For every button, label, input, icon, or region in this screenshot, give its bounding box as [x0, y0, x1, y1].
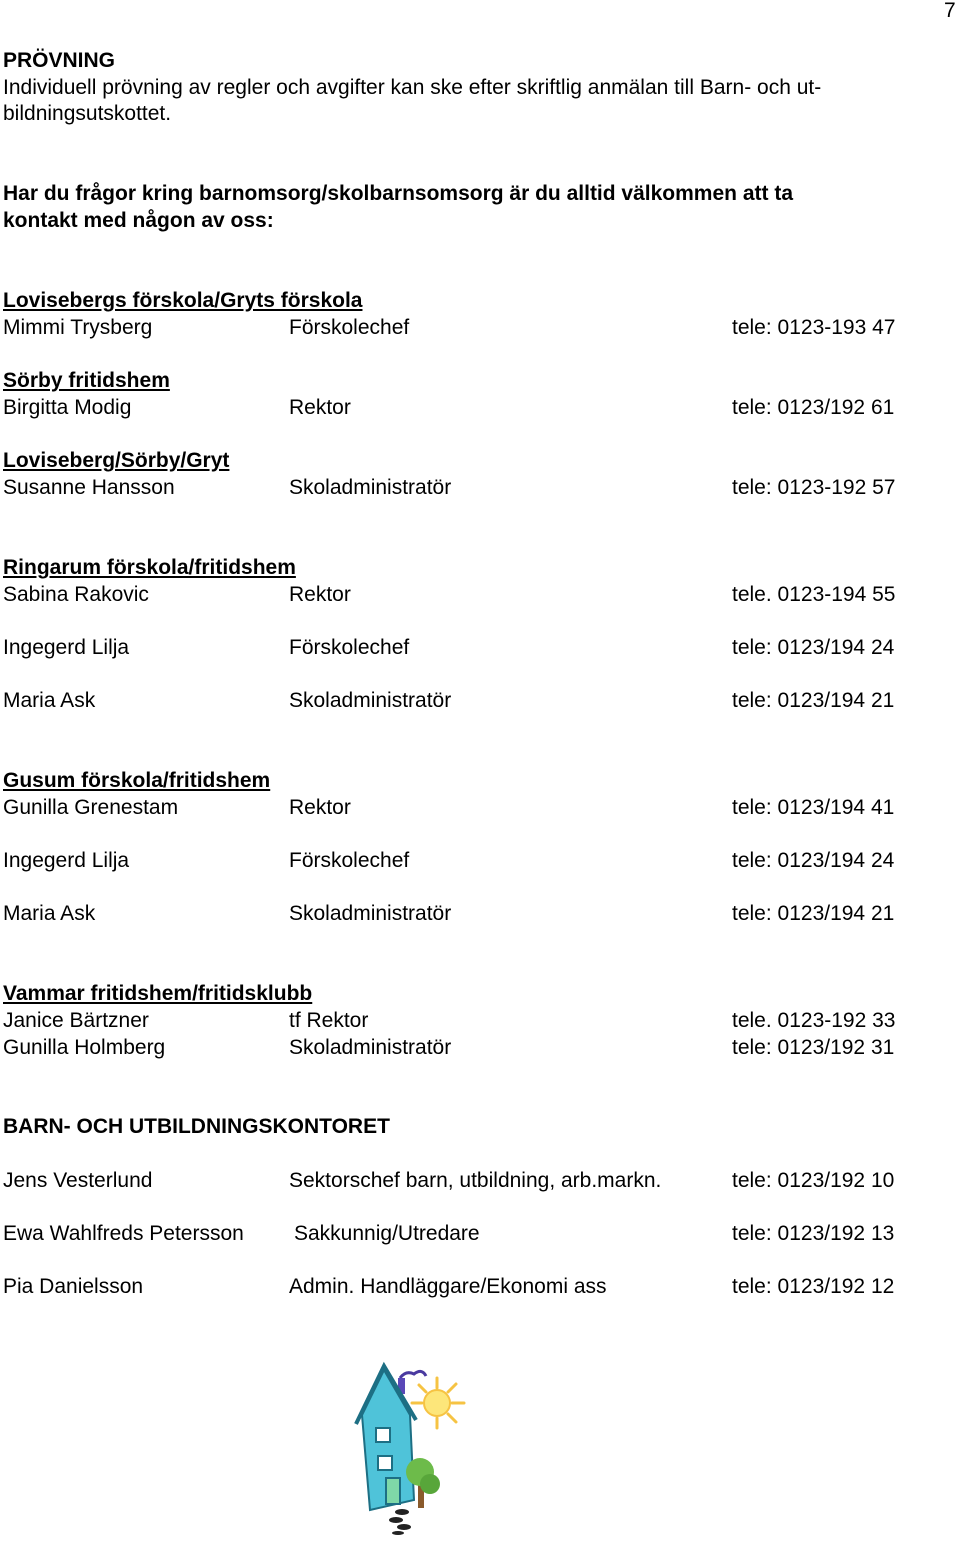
contact-name: Gunilla Holmberg [3, 1036, 166, 1059]
contact-name: Mimmi Trysberg [3, 316, 153, 339]
contact-name: Ewa Wahlfreds Petersson [3, 1222, 244, 1245]
contact-role: Sakkunnig/Utredare [294, 1222, 480, 1245]
provning-text-line-2: bildningsutskottet. [3, 102, 172, 125]
contact-role: Sektorschef barn, utbildning, arb.markn. [289, 1169, 662, 1192]
contact-phone: tele: 0123/194 21 [732, 902, 895, 925]
contact-name: Pia Danielsson [3, 1275, 144, 1298]
contact-role: Förskolechef [289, 849, 410, 872]
contact-phone: tele: 0123/194 24 [732, 636, 895, 659]
contact-name: Gunilla Grenestam [3, 796, 179, 819]
contact-role: Admin. Handläggare/Ekonomi ass [289, 1275, 607, 1298]
intro-line-1: Har du frågor kring barnomsorg/skolbarnsomsorg är du alltid välkommen att ta [3, 182, 793, 205]
contact-role: Rektor [289, 396, 351, 419]
office-title: BARN- OCH UTBILDNINGSKONTORET [3, 1115, 390, 1138]
contact-name: Janice Bärtzner [3, 1009, 149, 1032]
provning-heading: PRÖVNING [3, 49, 116, 72]
contact-phone: tele: 0123/192 10 [732, 1169, 895, 1192]
section-title: Sörby fritidshem [3, 369, 170, 392]
contact-name: Maria Ask [3, 902, 96, 925]
contact-phone: tele: 0123-192 57 [732, 476, 896, 499]
contact-phone: tele: 0123/192 13 [732, 1222, 895, 1245]
contact-phone: tele. 0123-192 33 [732, 1009, 896, 1032]
section-title: Ringarum förskola/fritidshem [3, 556, 296, 579]
contact-role: Skoladministratör [289, 902, 452, 925]
contact-phone: tele: 0123/194 41 [732, 796, 895, 819]
section-title: Gusum förskola/fritidshem [3, 769, 271, 792]
contact-phone: tele: 0123/192 61 [732, 396, 895, 419]
contact-phone: tele: 0123-193 47 [732, 316, 896, 339]
contact-name: Maria Ask [3, 689, 96, 712]
contact-phone: tele: 0123/192 31 [732, 1036, 895, 1059]
contact-role: Förskolechef [289, 316, 410, 339]
contact-role: Skoladministratör [289, 689, 452, 712]
section-title: Vammar fritidshem/fritidsklubb [3, 982, 313, 1005]
contact-phone: tele: 0123/194 24 [732, 849, 895, 872]
section-title: Loviseberg/Sörby/Gryt [3, 449, 230, 472]
contact-phone: tele: 0123/192 12 [732, 1275, 895, 1298]
page-number: 7 [944, 0, 956, 22]
intro-line-2: kontakt med någon av oss: [3, 209, 274, 232]
section-title: Lovisebergs förskola/Gryts förskola [3, 289, 363, 312]
contact-role: Rektor [289, 583, 351, 606]
contact-name: Susanne Hansson [3, 476, 175, 499]
contact-name: Ingegerd Lilja [3, 849, 130, 872]
contact-name: Ingegerd Lilja [3, 636, 130, 659]
contact-phone: tele. 0123-194 55 [732, 583, 896, 606]
provning-text-line-1: Individuell prövning av regler och avgifter kan ske efter skriftlig anmälan till Barn- och ut- [3, 76, 822, 99]
contact-name: Jens Vesterlund [3, 1169, 153, 1192]
contact-role: Skoladministratör [289, 476, 452, 499]
contact-role: Rektor [289, 796, 351, 819]
contact-role: Förskolechef [289, 636, 410, 659]
contact-role: Skoladministratör [289, 1036, 452, 1059]
contact-name: Sabina Rakovic [3, 583, 149, 606]
contact-name: Birgitta Modig [3, 396, 132, 419]
contact-role: tf Rektor [289, 1009, 369, 1032]
contact-phone: tele: 0123/194 21 [732, 689, 895, 712]
house-with-sun-logo-icon [352, 1360, 472, 1535]
